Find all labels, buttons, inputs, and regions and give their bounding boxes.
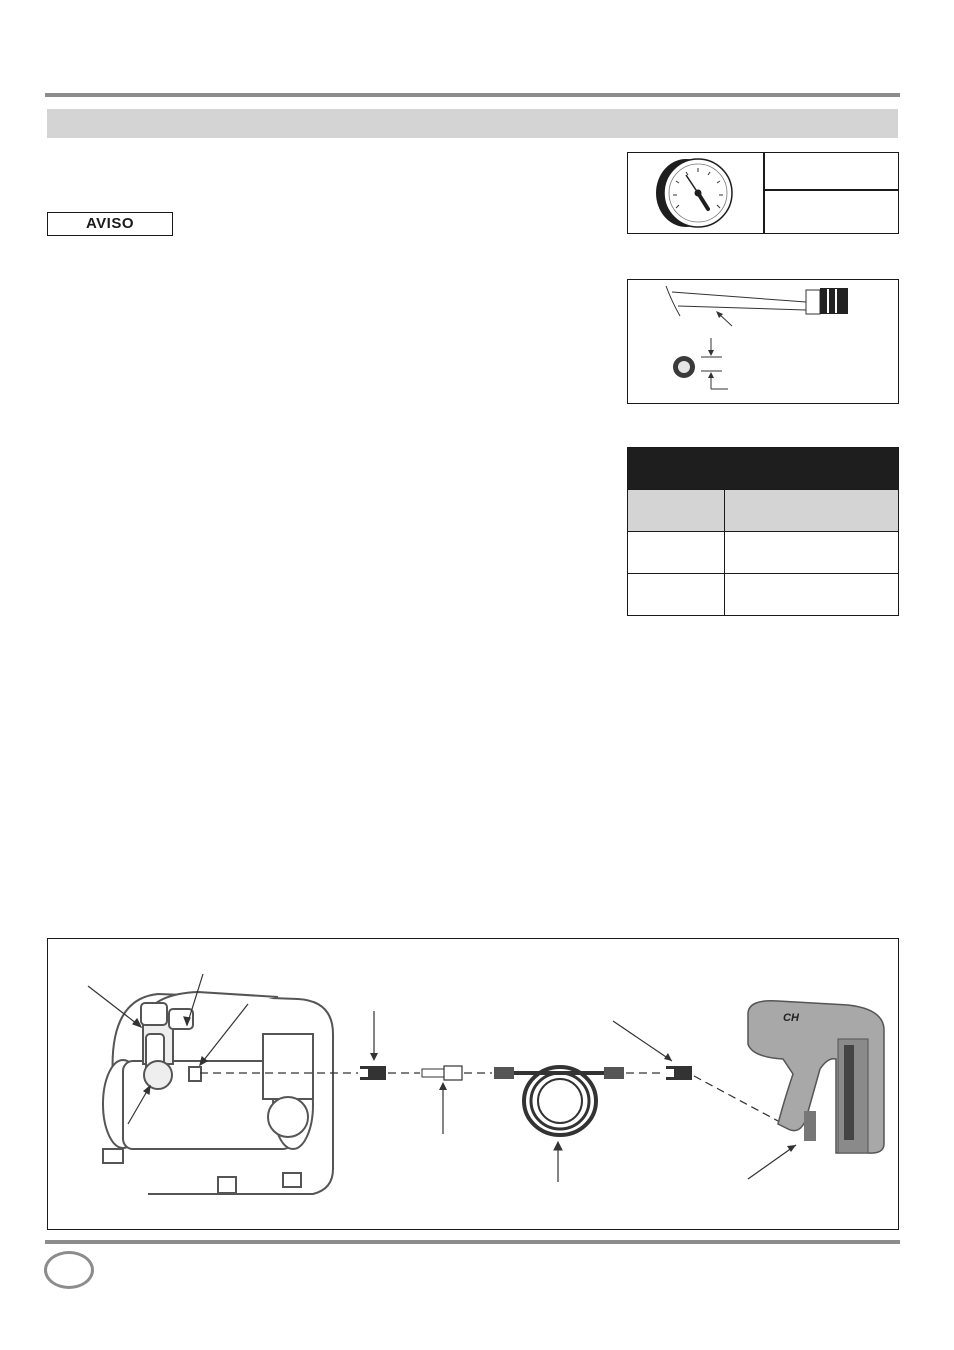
quick-coupler-icon: [360, 1011, 386, 1080]
pressure-table-cell: [628, 574, 725, 616]
svg-text:CH: CH: [783, 1012, 799, 1024]
plug-fitting-icon: [422, 1066, 462, 1134]
pressure-table-title: [628, 448, 899, 490]
compressor-setup-figure: [47, 938, 899, 1230]
air-hose-diameter-icon: [628, 280, 900, 405]
gauge-illustration-box: [627, 152, 899, 234]
pressure-table: [627, 447, 899, 616]
pressure-gauge-icon: [628, 153, 763, 233]
pressure-table-header-2: [725, 490, 899, 532]
hose-diameter-illustration-box: [627, 279, 899, 404]
air-hose-icon: [494, 1067, 624, 1182]
bottom-rule: [45, 1240, 900, 1244]
gauge-box-divider-vertical: [763, 153, 765, 233]
nail-gun-icon: [748, 1001, 884, 1179]
notice-label: AVISO: [47, 212, 173, 236]
pressure-table-cell: [725, 532, 899, 574]
pressure-table-cell: [725, 574, 899, 616]
pressure-table-cell: [628, 532, 725, 574]
hose-coupler-icon: [613, 1021, 692, 1080]
gauge-box-divider-horizontal: [763, 189, 898, 191]
page-number-badge: [44, 1251, 94, 1289]
top-rule: [45, 93, 900, 97]
pressure-table-header-1: [628, 490, 725, 532]
section-header-bar: [47, 109, 898, 138]
